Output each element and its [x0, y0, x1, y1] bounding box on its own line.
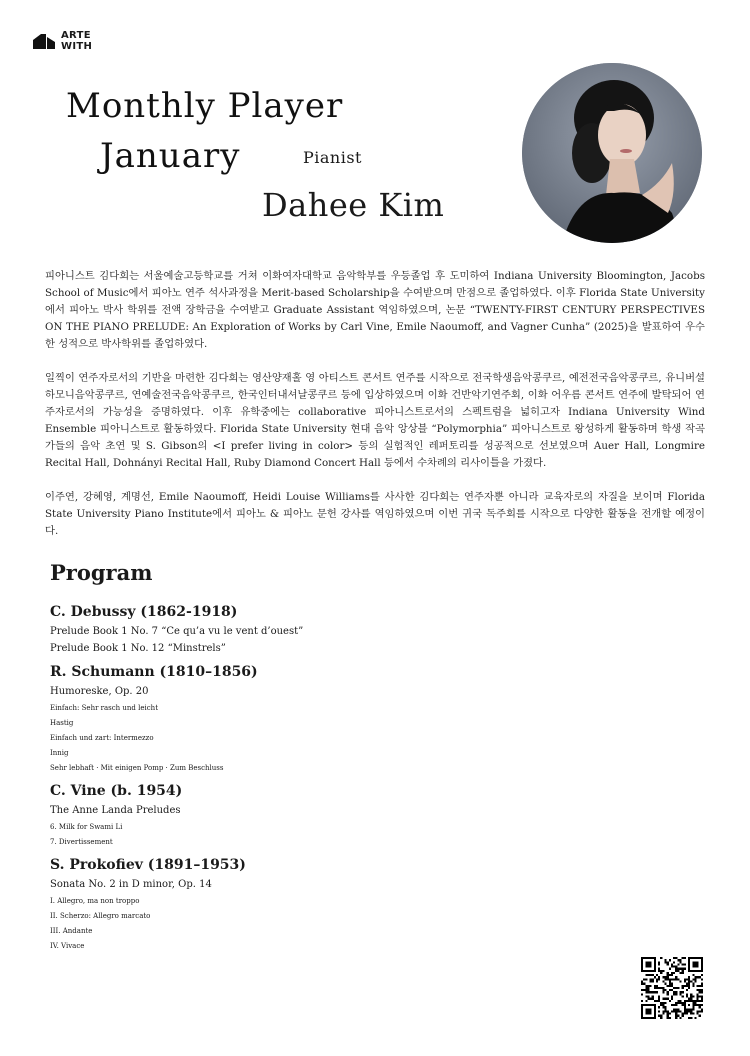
bio-paragraph: 피아니스트 김다희는 서울예술고등학교를 거쳐 이화여자대학교 음악학부를 우등졸업 후 도미하여 Indiana University Bloomington, Jacobs School of Music에서 피아노 연주 석사과정을 Merit-based Scholarship을 수여받으며 만점으로 졸업하였다. 이후 Florida State University에서 피아노 박사 학위를 전액 장학금을 수여받고 Graduate Assistant 역임하였으며, 논문 “TWENTY-FIRST CENTURY PERSPECTIVES ON THE PIANO PRELUDE: An Exploration of Works by Carl Vine, Emile Naoumoff, and Vagner Cunha” (2025)을 발표하여 우수한 성적으로 박사학위를 졸업하였다.: [45, 270, 705, 350]
movement-title: Sehr lebhaft · Mit einigen Pomp · Zum Beschluss: [50, 764, 224, 772]
performer-role: Pianist: [303, 148, 362, 167]
page-title-line1: Monthly Player: [66, 86, 344, 126]
qr-code-icon: [641, 957, 703, 1019]
program-heading: Program: [50, 560, 153, 585]
composer-name: C. Vine (b. 1954): [50, 783, 183, 799]
logo-wordmark: ARTE WITH: [61, 30, 93, 52]
program-list: [50, 604, 650, 961]
work-title: Prelude Book 1 No. 12 “Minstrels”: [50, 643, 226, 654]
composer-name: C. Debussy (1862-1918): [50, 604, 238, 620]
work-title: Prelude Book 1 No. 7 “Ce qu’a vu le vent d’ouest”: [50, 626, 304, 637]
qr-code[interactable]: [641, 957, 703, 1019]
composer-name: R. Schumann (1810–1856): [50, 664, 258, 680]
composer-name: S. Prokofiev (1891–1953): [50, 857, 246, 873]
performer-portrait: [522, 63, 702, 243]
page-title-line2: January: [100, 136, 241, 176]
work-title: The Anne Landa Preludes: [50, 805, 181, 816]
movement-title: 6. Milk for Swami Li: [50, 823, 123, 831]
work-title: Sonata No. 2 in D minor, Op. 14: [50, 879, 212, 890]
bio-paragraph: 이주연, 강혜영, 계명선, Emile Naoumoff, Heidi Louise Williams를 사사한 김다희는 연주자뿐 아니라 교육자로의 자질을 보이며 Florida State University Piano Institute에서 피아노 & 피아노 문헌 강사를 역임하였으며 이번 귀국 독주회를 시작으로 다양한 활동을 전개할 예정이다.: [45, 491, 705, 537]
biography: [45, 268, 705, 557]
movement-title: Einfach und zart: Intermezzo: [50, 734, 154, 742]
work-title: Humoreske, Op. 20: [50, 686, 149, 697]
movement-title: I. Allegro, ma non troppo: [50, 897, 140, 905]
program-block: [50, 664, 650, 773]
movement-title: Innig: [50, 749, 69, 757]
movement-title: IV. Vivace: [50, 942, 85, 950]
brand-logo: [33, 30, 92, 52]
program-block: [50, 783, 650, 847]
movement-title: Einfach: Sehr rasch und leicht: [50, 704, 159, 712]
movement-title: Hastig: [50, 719, 74, 727]
program-block: [50, 857, 650, 951]
movement-title: III. Andante: [50, 927, 93, 935]
performer-name: Dahee Kim: [262, 186, 445, 224]
program-block: [50, 604, 650, 654]
building-logo-icon: [33, 33, 57, 49]
movement-title: II. Scherzo: Allegro marcato: [50, 912, 151, 920]
bio-paragraph: 일찍이 연주자로서의 기반을 마련한 김다희는 영산양재홀 영 아티스트 콘서트 연주를 시작으로 전국학생음악콩쿠르, 예전전국음악콩쿠르, 유니버설하모니음악콩쿠르, 연예술전국음악콩쿠르, 한국인터내셔날콩쿠르 등에 입상하였으며 이화 건반악기연주회, 이화 어우름 콘서트 연주에 발탁되어 연주자로서의 가능성을 증명하였다. 이후 유학중에는 collaborative 피아니스트로서의 스펙트럼을 넓히고자 Indiana University Wind Ensemble 피아니스트로 활동하였다. Florida State University 현대 음악 앙상블 “Polymorphia” 피아니스트로 왕성하게 활동하며 학생 작곡가들의 음악 초연 및 S. Gibson의 <I prefer living in color> 등의 실험적인 레퍼토리를 성공적으로 선보였으며 Auer Hall, Longmire Recital Hall, Dohnányi Recital Hall, Ruby Diamond Concert Hall 등에서 수차례의 리사이틀을 가졌다.: [45, 372, 705, 469]
movement-title: 7. Divertissement: [50, 838, 113, 846]
